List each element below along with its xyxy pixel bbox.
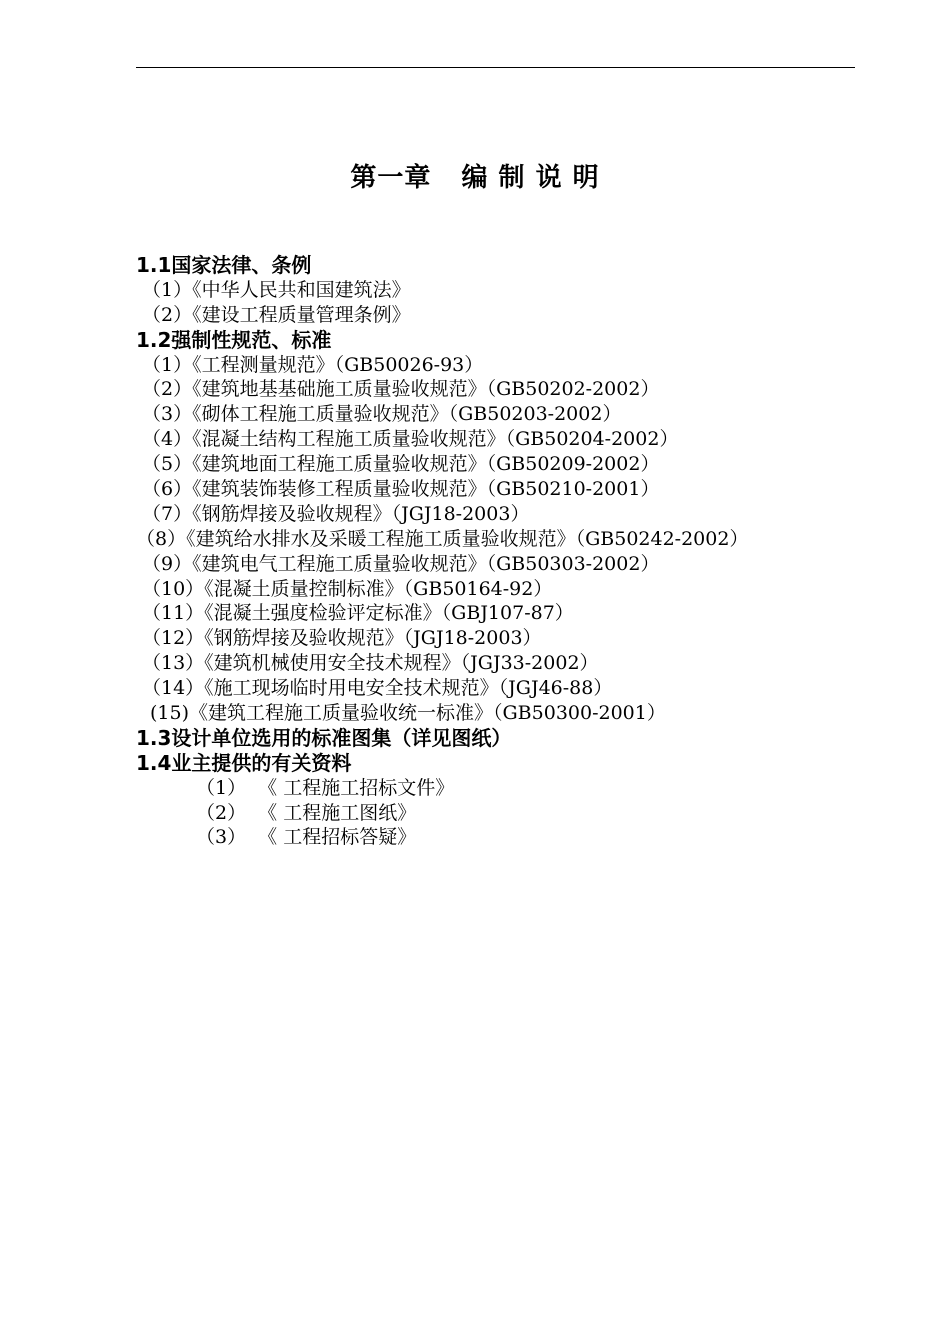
list-item: （9）《建筑电气工程施工质量验收规范》（GB50303-2002）	[142, 552, 660, 575]
section-heading-1-2: 1.2强制性规范、标准	[136, 327, 332, 352]
list-item: （1）《工程测量规范》（GB50026-93）	[142, 353, 484, 376]
list-item: （10）《混凝土质量控制标准》（GB50164-92）	[142, 577, 553, 600]
list-item: (15)《建筑工程施工质量验收统一标准》（GB50300-2001）	[150, 702, 666, 725]
section-heading-1-1: 1.1国家法律、条例	[136, 253, 312, 277]
list-item: （2）《建筑地基基础施工质量验收规范》（GB50202-2002）	[142, 378, 660, 401]
list-item: （12）《钢筋焊接及验收规范》（JGJ18-2003）	[142, 627, 542, 650]
list-item: （5）《建筑地面工程施工质量验收规范》（GB50209-2002）	[142, 453, 660, 476]
list-item: （8）《建筑给水排水及采暖工程施工质量验收规范》（GB50242-2002）	[136, 527, 749, 550]
document-body	[136, 253, 866, 850]
list-item: （3）《砌体工程施工质量验收规范》（GB50203-2002）	[142, 403, 622, 426]
list-item: （1） 《 工程施工招标文件》	[196, 776, 455, 799]
list-item: （7）《钢筋焊接及验收规程》（JGJ18-2003）	[142, 502, 530, 525]
section-heading-1-4: 1.4业主提供的有关资料	[136, 750, 352, 775]
section-heading-1-3: 1.3设计单位选用的标准图集（详见图纸）	[136, 725, 512, 750]
list-item: （2）《建设工程质量管理条例》	[142, 303, 411, 326]
list-item: （4）《混凝土结构工程施工质量验收规范》（GB50204-2002）	[142, 428, 679, 451]
list-item: （14）《施工现场临时用电安全技术规范》（JGJ46-88）	[142, 677, 613, 700]
chapter-title: 第一章 编 制 说 明	[350, 163, 600, 193]
list-item: （3） 《 工程招标答疑》	[196, 826, 417, 849]
list-item: （11）《混凝土强度检验评定标准》（GBJ107-87）	[142, 602, 574, 625]
list-item: （1）《中华人民共和国建筑法》	[142, 278, 411, 301]
list-item: （13）《建筑机械使用安全技术规程》（JGJ33-2002）	[142, 652, 599, 675]
header-rule	[136, 67, 855, 68]
list-item: （6）《建筑装饰装修工程质量验收规范》（GB50210-2001）	[142, 478, 660, 501]
list-item: （2） 《 工程施工图纸》	[196, 801, 417, 824]
